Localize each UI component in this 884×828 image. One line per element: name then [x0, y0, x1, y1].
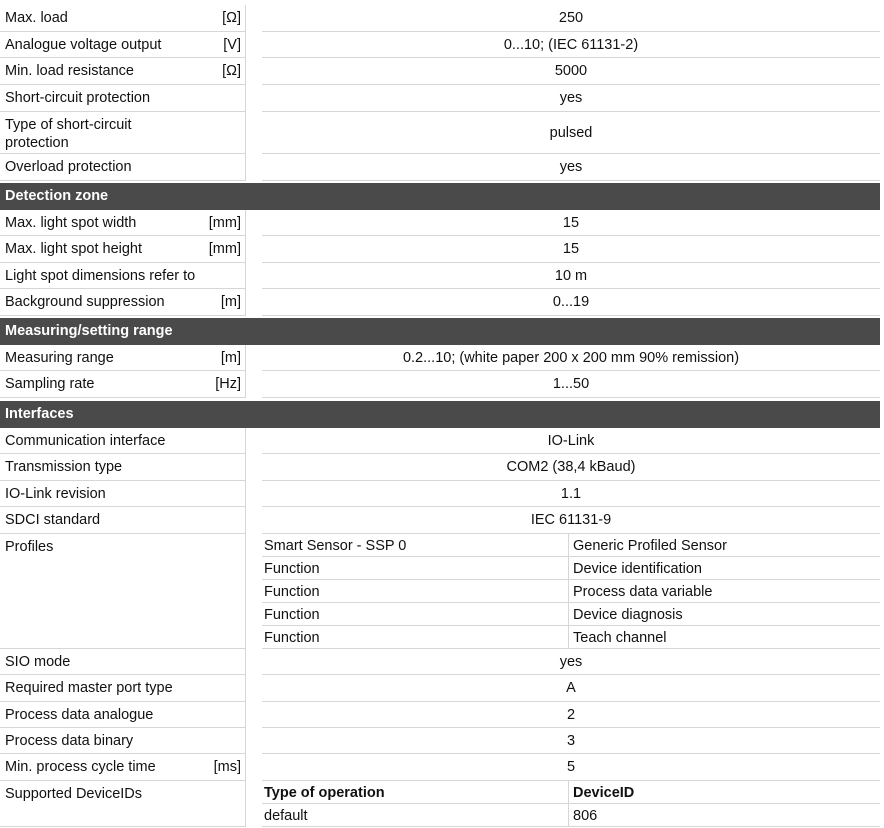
profile-cell: Function [264, 607, 320, 623]
unit: [mm] [208, 241, 241, 257]
value: pulsed [262, 112, 880, 154]
unit: [mm] [208, 215, 241, 231]
device-id-header [262, 781, 880, 804]
profile-row [262, 603, 880, 626]
profile-cell: Function [264, 561, 320, 577]
label: Transmission type [5, 459, 123, 475]
section-header-measuring-range: Measuring/setting range [0, 318, 880, 345]
profile-row [262, 626, 880, 649]
row-communication-interface [0, 428, 880, 454]
row-process-data-analogue [0, 702, 880, 728]
row-max-load [0, 5, 880, 32]
value: yes [262, 649, 880, 675]
section-header-detection-zone: Detection zone [0, 183, 880, 210]
row-max-light-spot-width [0, 210, 880, 236]
label: Short-circuit protection [5, 90, 151, 106]
row-background-suppression [0, 289, 880, 316]
label: Max. load [5, 10, 68, 26]
value: 15 [262, 210, 880, 236]
value: 3 [262, 728, 880, 754]
label: Max. light spot height [5, 241, 143, 257]
value: 0...19 [262, 289, 880, 316]
row-analogue-voltage-output [0, 32, 880, 58]
value: 0.2...10; (white paper 200 x 200 mm 90% remission) [262, 345, 880, 371]
label: Supported DeviceIDs [5, 786, 143, 802]
profile-cell: Generic Profiled Sensor [568, 534, 727, 556]
unit: [ms] [213, 759, 241, 775]
profile-cell: Device identification [568, 557, 702, 579]
value: 15 [262, 236, 880, 263]
value: 5 [262, 754, 880, 781]
row-overload-protection [0, 154, 880, 181]
value: COM2 (38,4 kBaud) [262, 454, 880, 481]
row-supported-device-ids [0, 781, 880, 827]
label: SDCI standard [5, 512, 101, 528]
device-id-cell: default [264, 808, 308, 824]
profile-row [262, 557, 880, 580]
label: Analogue voltage output [5, 37, 162, 53]
profile-cell: Smart Sensor - SSP 0 [264, 538, 407, 554]
label: Background suppression [5, 294, 165, 310]
unit: [Hz] [215, 376, 241, 392]
label: Required master port type [5, 680, 173, 696]
profile-cell: Function [264, 630, 320, 646]
unit: [m] [220, 350, 241, 366]
value: yes [262, 85, 880, 112]
value: A [262, 675, 880, 702]
row-transmission-type [0, 454, 880, 481]
label: Min. load resistance [5, 63, 134, 79]
row-io-link-revision [0, 481, 880, 507]
row-process-data-binary [0, 728, 880, 754]
profile-cell: Process data variable [568, 580, 712, 602]
row-short-circuit-protection [0, 85, 880, 112]
header-cell: DeviceID [568, 781, 634, 803]
unit: [V] [223, 37, 241, 53]
value: 1...50 [262, 371, 880, 398]
value: IO-Link [262, 428, 880, 454]
profile-cell: Teach channel [568, 626, 667, 648]
label: Process data analogue [5, 707, 154, 723]
label: Process data binary [5, 733, 134, 749]
row-required-master-port-type [0, 675, 880, 702]
label: Max. light spot width [5, 215, 137, 231]
row-profiles [0, 534, 880, 649]
value: 5000 [262, 58, 880, 85]
label: Overload protection [5, 159, 132, 175]
profile-cell: Device diagnosis [568, 603, 683, 625]
value: 0...10; (IEC 61131-2) [262, 32, 880, 58]
label: Measuring range [5, 350, 114, 366]
value: 250 [262, 5, 880, 32]
profile-row [262, 534, 880, 557]
label: Light spot dimensions refer to [5, 268, 196, 284]
device-id-cell: 806 [568, 804, 597, 826]
value: 1.1 [262, 481, 880, 507]
header-cell: Type of operation [264, 785, 385, 801]
unit: [Ω] [222, 10, 241, 26]
value: yes [262, 154, 880, 181]
label: Min. process cycle time [5, 759, 156, 775]
row-sdci-standard [0, 507, 880, 534]
row-min-process-cycle-time [0, 754, 880, 781]
label: Sampling rate [5, 376, 95, 392]
row-max-light-spot-height [0, 236, 880, 263]
row-min-load-resistance [0, 58, 880, 85]
value: 2 [262, 702, 880, 728]
device-id-row [262, 804, 880, 827]
row-sampling-rate [0, 371, 880, 398]
value: IEC 61131-9 [262, 507, 880, 534]
profile-row [262, 580, 880, 603]
section-header-interfaces: Interfaces [0, 401, 880, 428]
row-type-of-short-circuit-protection [0, 112, 880, 154]
label: IO-Link revision [5, 486, 106, 502]
row-sio-mode [0, 649, 880, 675]
value: 10 m [262, 263, 880, 289]
row-light-spot-dimensions [0, 263, 880, 289]
unit: [m] [220, 294, 241, 310]
label: Communication interface [5, 433, 166, 449]
label: Profiles [5, 539, 54, 555]
label: SIO mode [5, 654, 71, 670]
label: Type of short-circuit protection [5, 117, 132, 151]
row-measuring-range [0, 345, 880, 371]
profile-cell: Function [264, 584, 320, 600]
unit: [Ω] [222, 63, 241, 79]
